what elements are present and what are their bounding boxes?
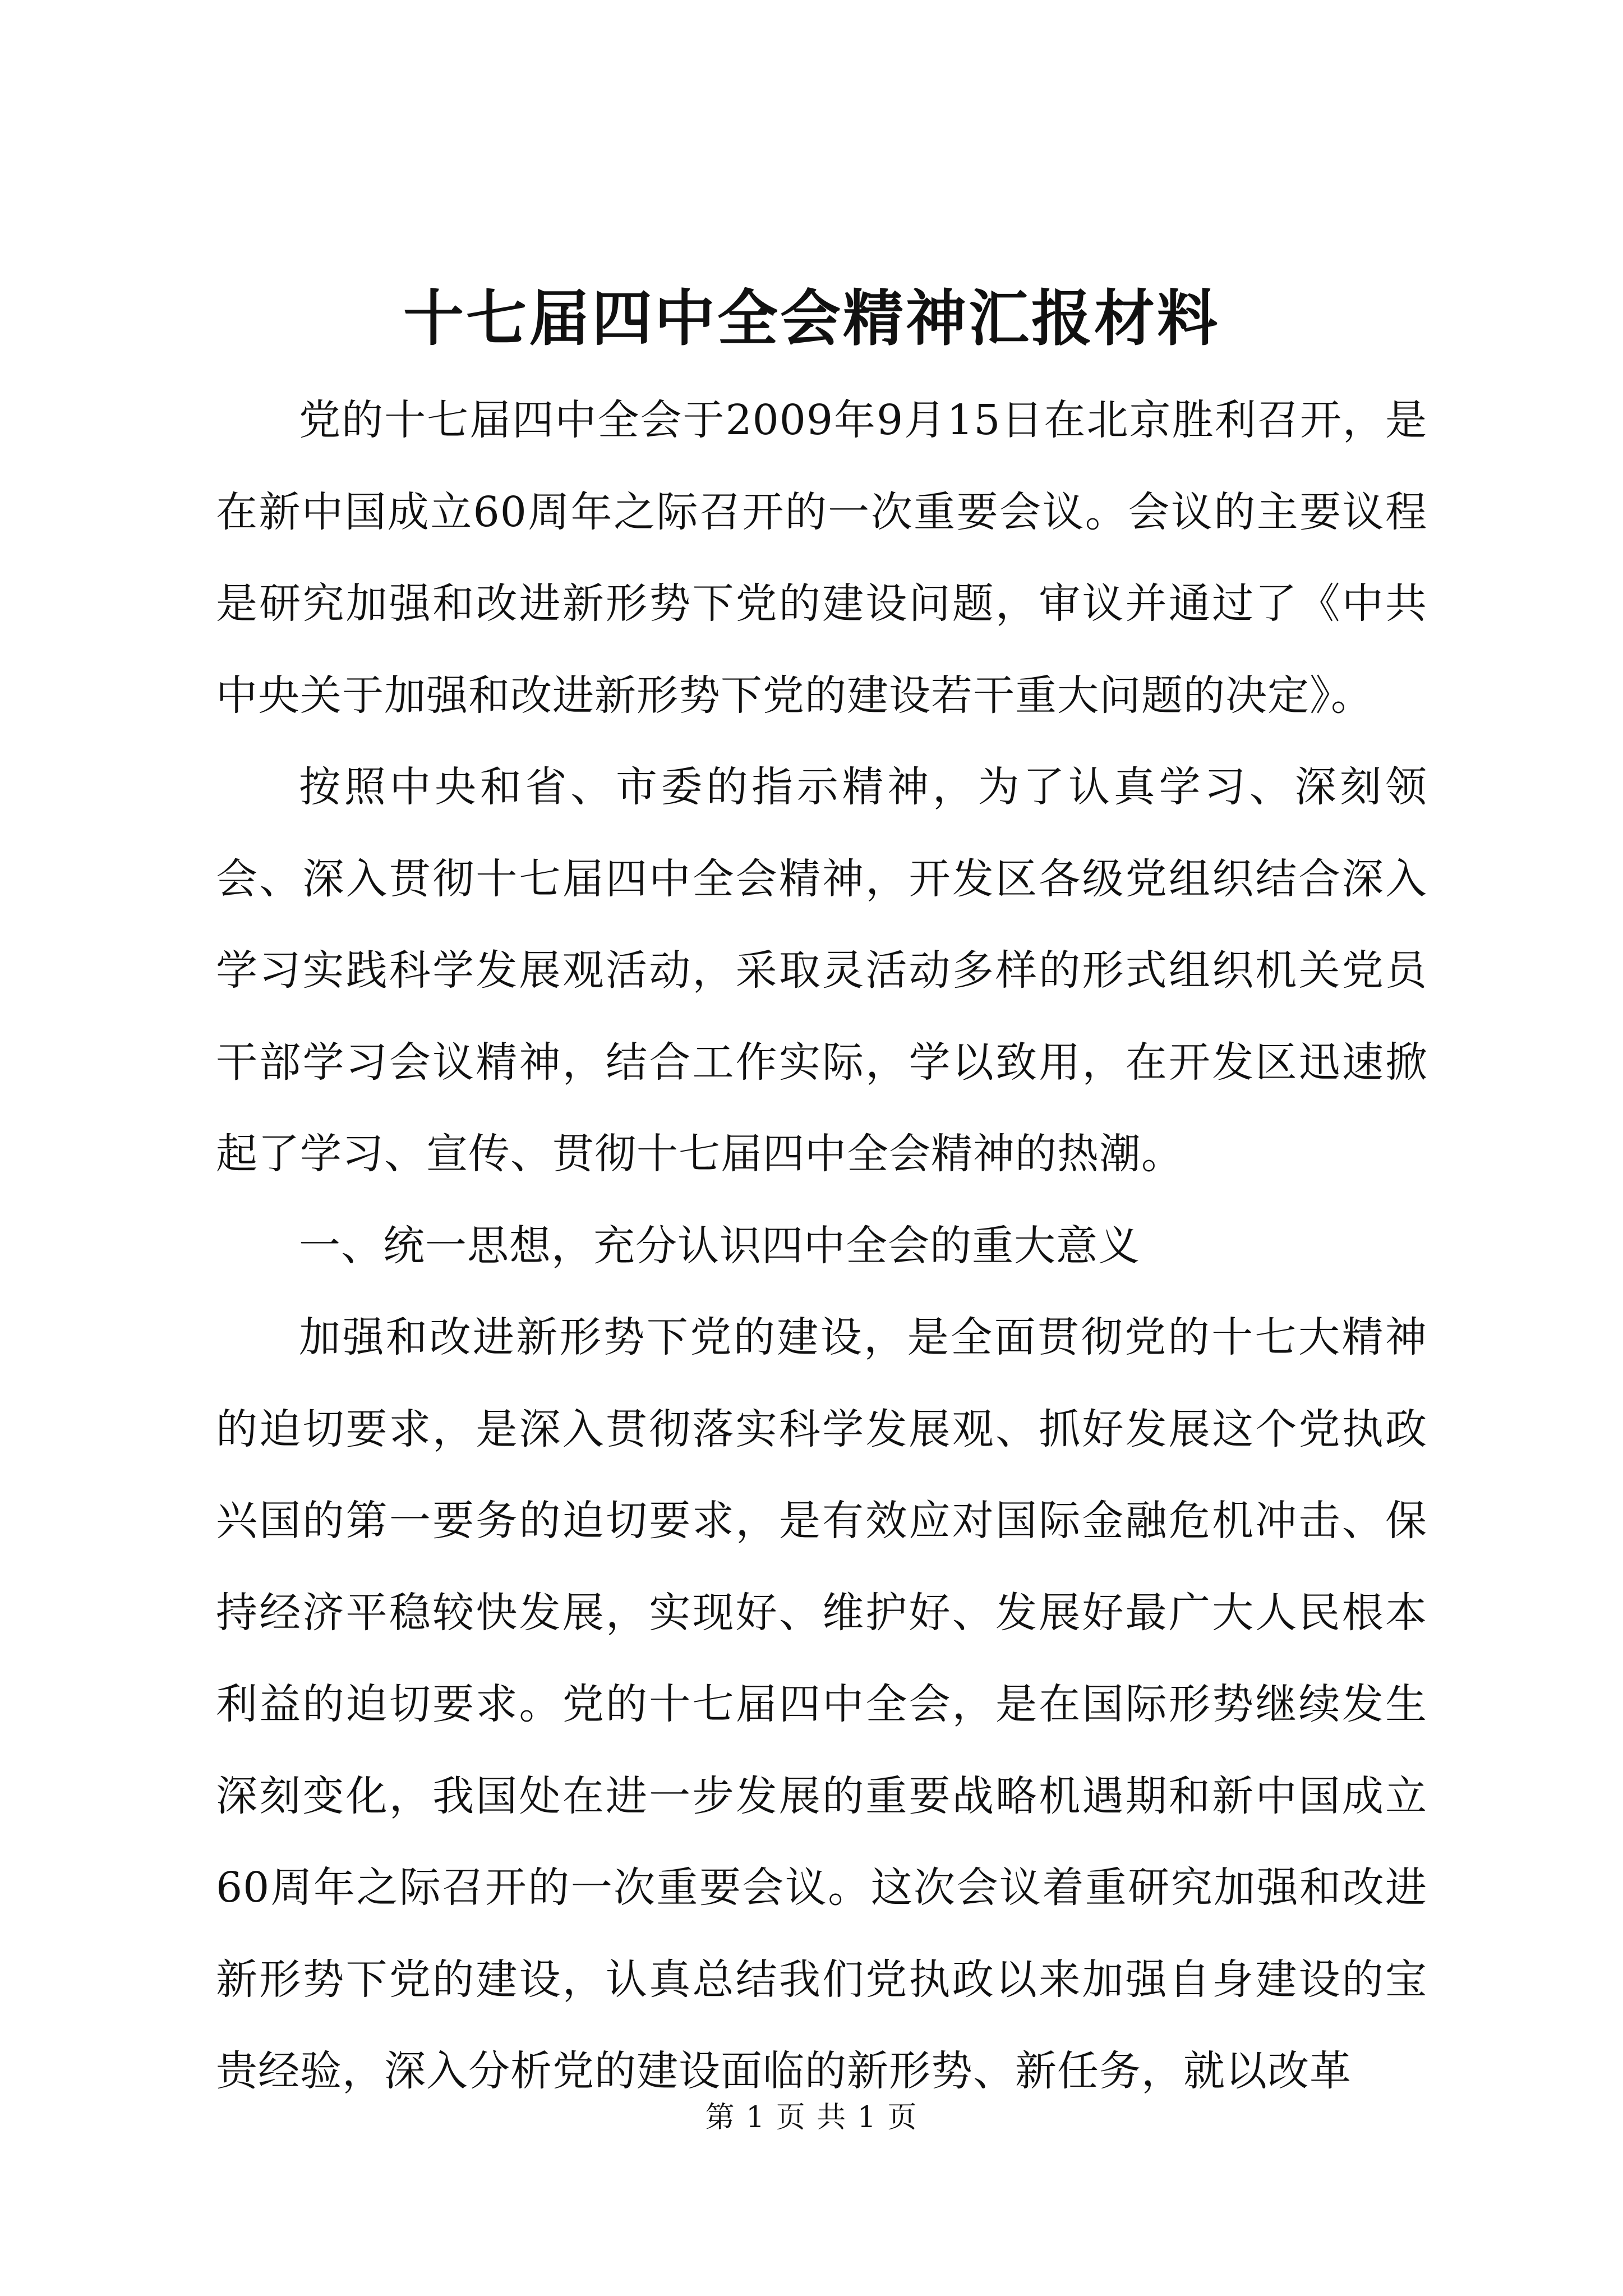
paragraph-study-activities: 按照中央和省、市委的指示精神，为了认真学习、深刻领会、深入贯彻十七届四中全会精神，开发区各级党组织结合深入学习实践科学发展观活动，采取灵活动多样的形式组织机关党员干部学习会议精神，结合工作实际，学以致用，在开发区迅速掀起了学习、宣传、贯彻十七届四中全会精神的热潮。 [216,763,1427,1178]
document-body [216,375,1427,2118]
paragraph-intro: 党的十七届四中全会于2009年9月15日在北京胜利召开，是在新中国成立60周年之际召开的一次重要会议。会议的主要议程是研究加强和改进新形势下党的建设问题，审议并通过了《中共中央关于加强和改进新形势下党的建设若干重大问题的决定》。 [216,396,1427,720]
paragraph-significance: 加强和改进新形势下党的建设，是全面贯彻党的十七大精神的迫切要求，是深入贯彻落实科学发展观、抓好发展这个党执政兴国的第一要务的迫切要求，是有效应对国际金融危机冲击、保持经济平稳较快发展，实现好、维护好、发展好最广大人民根本利益的迫切要求。党的十七届四中全会，是在国际形势继续发生深刻变化，我国处在进一步发展的重要战略机遇期和新中国成立60周年之际召开的一次重要会议。这次会议着重研究加强和改进新形势下党的建设，认真总结我们党执政以来加强自身建设的宝贵经验，深入分析党的建设面临的新形势、新任务，就以改革 [216,1313,1427,2095]
document-title: 十七届四中全会精神汇报材料 [403,283,1220,354]
section-heading-1: 一、统一思想，充分认识四中全会的重大意义 [299,1221,1140,1270]
page-number-footer: 第 1 页 共 1 页 [705,2101,918,2134]
